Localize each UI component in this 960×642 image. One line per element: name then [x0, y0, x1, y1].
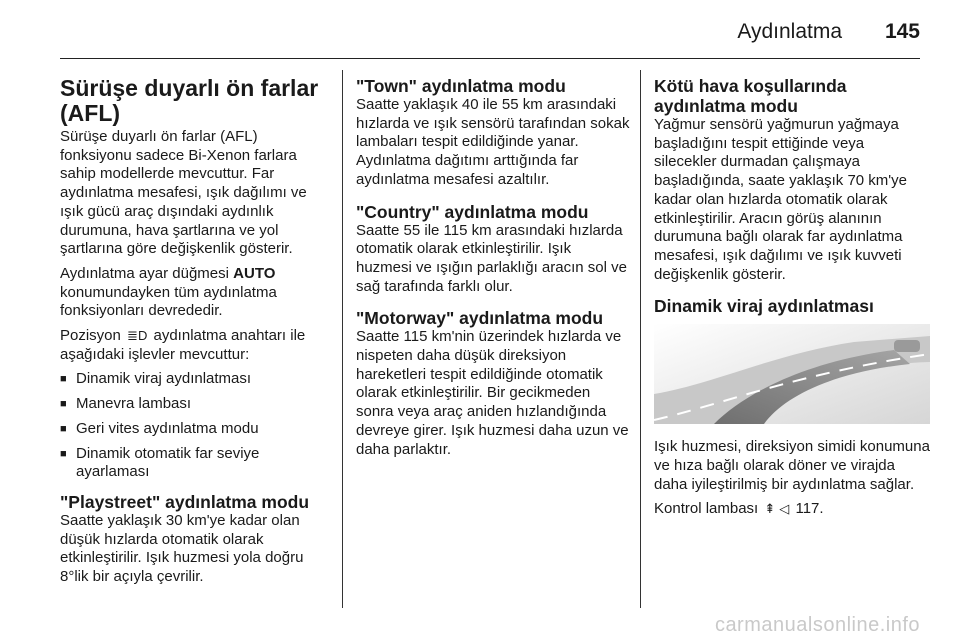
- section-heading-bad-weather: Kötü hava koşullarında aydınlatma modu: [654, 76, 847, 116]
- column-2: [356, 76, 630, 471]
- column-divider-2: [640, 70, 641, 608]
- road-curve-illustration-icon: [654, 324, 930, 424]
- paragraph-cornering: Işık huzmesi, direksiyon simidi konumuna ve hıza bağlı olarak döner ve virajda daha iyileştirilmiş bir aydınlatma sağlar.: [654, 438, 930, 493]
- section-heading-country: "Country" aydınlatma modu: [356, 201, 589, 222]
- paragraph-auto-switch: Aydınlatma ayar düğmesi AUTO konumundayken tüm aydınlatma fonksiyonları devrededir.: [60, 264, 277, 320]
- page-header: [60, 14, 920, 54]
- section-heading-town: "Town" aydınlatma modu: [356, 76, 566, 96]
- paragraph-position: Pozisyon ≣D aydınlatma anahtarı ile aşağıdaki işlevler mevcuttur:: [60, 327, 306, 363]
- paragraph-afl-intro: Sürüşe duyarlı ön farlar (AFL) fonksiyonu sadece Bi-Xenon farlara sahip modellerde mevcuttur. Far aydınlatma mesafesi, ışık dağılımı ve ışık gücü araç dışındaki aydınlık durumuna, hava şartlarına ve yol şartlarına göre değişkenlik gösterir.: [60, 128, 307, 258]
- paragraph-country: Saatte 55 ile 115 km arasındaki hızlarda otomatik olarak etkinleştirilir. Işık huzmesi ve ışığın parlaklığı aracın sol ve sağ tarafında farklı olur.: [356, 221, 627, 295]
- low-beam-symbol-icon: ≣D: [127, 328, 148, 344]
- list-item: ■ Dinamik otomatik far seviye ayarlaması: [60, 445, 332, 482]
- section-heading-motorway: "Motorway" aydınlatma modu: [356, 308, 604, 329]
- paragraph-town: Saatte yaklaşık 40 ile 55 km arasındaki hızlarda ve ışık sensörü tarafından sokak lambaları tespit edildiğinde yanar. Aydınlatma dağıtımı arttığında far aydınlatma mesafesi azaltılır.: [356, 96, 630, 188]
- section-heading-cornering: Dinamik viraj aydınlatması: [654, 296, 874, 317]
- column-3: [654, 76, 930, 525]
- section-heading-afl: Sürüşe duyarlı ön farlar (AFL): [60, 75, 319, 126]
- paragraph-playstreet: Saatte yaklaşık 30 km'ye kadar olan düşük hızlarda otomatik olarak etkinleştirilir. Işık huzmesi yola doğru 8°lik bir açıyla çevrilir.: [60, 511, 304, 586]
- auto-label: AUTO: [233, 264, 276, 282]
- list-item: ■ Dinamik viraj aydınlatması: [60, 370, 332, 389]
- column-1: [60, 76, 332, 593]
- cornering-light-illustration: [654, 324, 930, 424]
- watermark: carmanualsonline.info: [714, 614, 920, 636]
- paragraph-bad-weather: Yağmur sensörü yağmurun yağmaya başladığını tespit ettiğinde veya silecekler durmadan çalışmaya başladığında, saate yaklaşık 70 km'ye kadar olan hızlarda otomatik olarak etkinleştirilir. Aracın görüş alanının durumuna bağlı olarak far aydınlatma mesafesi, ışık dağılımı ve ışık kuvveti değişkenlik gösterir.: [654, 116, 908, 283]
- header-divider: [60, 58, 920, 59]
- paragraph-control-lamp: Kontrol lambası ⇞ ◁ 117.: [654, 500, 824, 518]
- paragraph-motorway: Saatte 115 km'nin üzerindek hızlarda ve nispeten daha düşük direksiyon hareketleri tespit edildiğinde otomatik olarak etkinleştirilir. Bir gecikmeden sonra veya araç aniden hızlandığında devreye girer. Işık huzmesi daha uzun ve daha parlaktır.: [356, 328, 629, 458]
- feature-list: [60, 370, 332, 482]
- page-reference-arrow-icon[interactable]: ◁: [779, 501, 790, 517]
- chapter-title: Aydınlatma: [737, 20, 842, 43]
- cornering-lamp-icon: ⇞: [764, 501, 776, 517]
- section-heading-playstreet: "Playstreet" aydınlatma modu: [60, 491, 310, 512]
- page-number: 145: [884, 20, 920, 43]
- list-item: ■ Manevra lambası: [60, 395, 332, 414]
- column-divider-1: [342, 70, 343, 608]
- list-item: ■ Geri vites aydınlatma modu: [60, 420, 332, 439]
